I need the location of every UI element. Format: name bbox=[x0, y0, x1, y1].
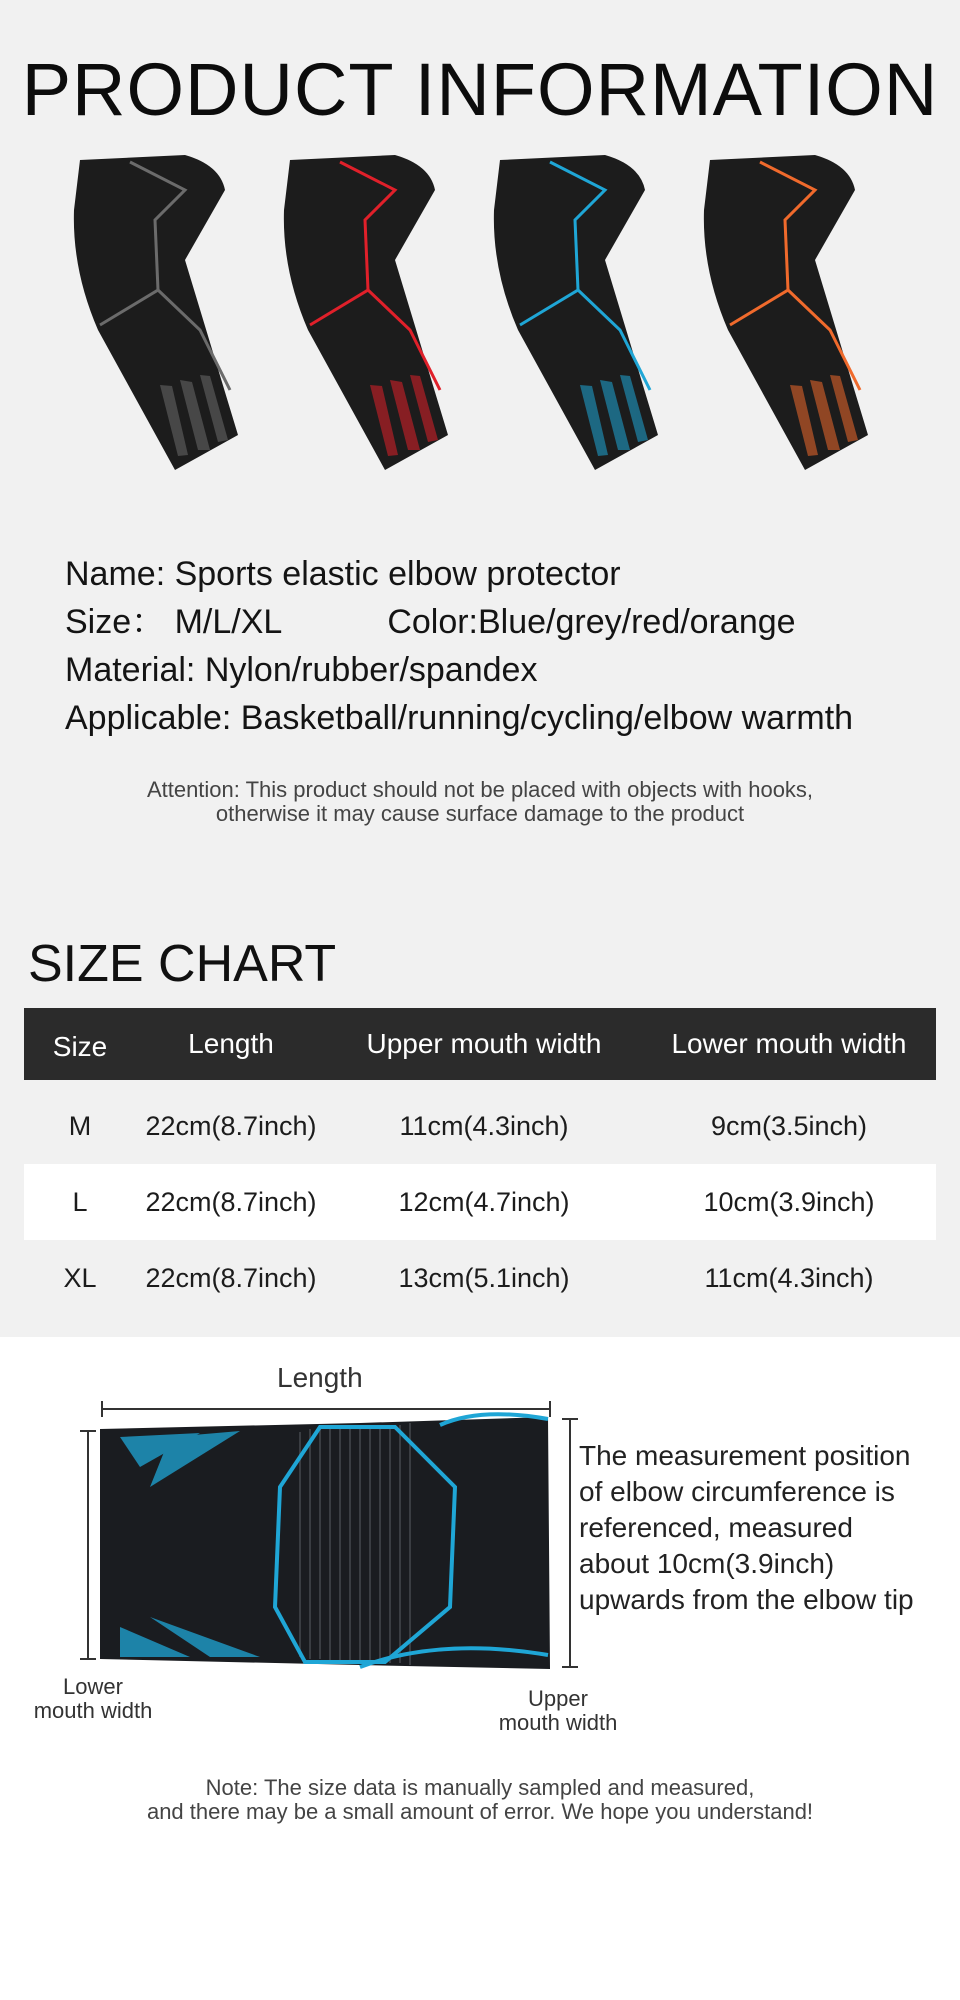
product-images bbox=[60, 150, 900, 490]
spec-applicable: Applicable: Basketball/running/cycling/elbow warmth bbox=[65, 699, 854, 737]
description-line: of elbow circumference is bbox=[579, 1476, 895, 1507]
attention-line: Attention: This product should not be placed with objects with hooks, bbox=[146, 777, 814, 802]
cell-upper-width: 13cm(5.1inch) bbox=[398, 1262, 570, 1293]
cell-lower-width: 9cm(3.5inch) bbox=[710, 1110, 868, 1141]
lower-label-line: mouth width bbox=[33, 1698, 153, 1723]
length-label: Length bbox=[277, 1362, 363, 1393]
size-table-header bbox=[24, 1008, 936, 1080]
header-length: Length bbox=[188, 1028, 274, 1059]
description-line: referenced, measured bbox=[579, 1512, 853, 1543]
upper-width-dimension-line bbox=[562, 1419, 578, 1667]
size-table bbox=[24, 1008, 936, 1316]
cell-lower-width: 11cm(4.3inch) bbox=[704, 1262, 874, 1293]
page-title: PRODUCT INFORMATION bbox=[21, 48, 939, 131]
spec-name: Name: Sports elastic elbow protector bbox=[65, 555, 621, 593]
description-line: upwards from the elbow tip bbox=[579, 1584, 914, 1615]
spec-size: Size： M/L/XL bbox=[65, 603, 283, 641]
cell-length: 22cm(8.7inch) bbox=[145, 1110, 317, 1141]
header-upper-width: Upper mouth width bbox=[366, 1028, 602, 1059]
lower-mouth-width-label bbox=[28, 1675, 158, 1723]
upper-label-line: mouth width bbox=[498, 1710, 618, 1735]
flat-sleeve-image bbox=[100, 1414, 550, 1669]
spec-color: Color:Blue/grey/red/orange bbox=[387, 603, 796, 641]
table-row bbox=[24, 1088, 936, 1164]
cell-size: XL bbox=[63, 1262, 97, 1293]
sleeve-image-red bbox=[284, 155, 448, 470]
upper-mouth-width-label bbox=[490, 1687, 626, 1735]
note-line: Note: The size data is manually sampled and measured, bbox=[205, 1775, 755, 1800]
table-row bbox=[24, 1240, 936, 1316]
cell-length: 22cm(8.7inch) bbox=[145, 1262, 317, 1293]
spec-size-color bbox=[65, 598, 945, 646]
header-lower-width: Lower mouth width bbox=[671, 1028, 907, 1059]
description-line: about 10cm(3.9inch) bbox=[579, 1548, 835, 1579]
upper-label-line: Upper bbox=[528, 1686, 588, 1711]
description-line: The measurement position bbox=[579, 1440, 911, 1471]
cell-upper-width: 11cm(4.3inch) bbox=[399, 1110, 569, 1141]
note-line: and there may be a small amount of error. We hope you understand! bbox=[146, 1799, 814, 1824]
spec-material: Material: Nylon/rubber/spandex bbox=[65, 651, 538, 689]
attention-line: otherwise it may cause surface damage to the product bbox=[215, 801, 745, 826]
cell-lower-width: 10cm(3.9inch) bbox=[703, 1186, 875, 1217]
table-row bbox=[24, 1164, 936, 1240]
size-note bbox=[0, 1776, 960, 1824]
measurement-description bbox=[579, 1438, 914, 1618]
cell-upper-width: 12cm(4.7inch) bbox=[398, 1186, 570, 1217]
sleeve-image-grey bbox=[74, 155, 238, 470]
cell-length: 22cm(8.7inch) bbox=[145, 1186, 317, 1217]
sleeve-image-blue bbox=[494, 155, 658, 470]
attention-notice bbox=[0, 778, 960, 826]
product-specs bbox=[65, 550, 945, 742]
cell-size: L bbox=[72, 1186, 88, 1217]
lower-width-dimension-line bbox=[80, 1431, 96, 1659]
cell-size: M bbox=[68, 1110, 92, 1141]
lower-label-line: Lower bbox=[63, 1674, 123, 1699]
sleeve-image-orange bbox=[704, 155, 868, 470]
size-chart-title: SIZE CHART bbox=[28, 935, 337, 993]
header-size: Size bbox=[52, 1031, 108, 1062]
